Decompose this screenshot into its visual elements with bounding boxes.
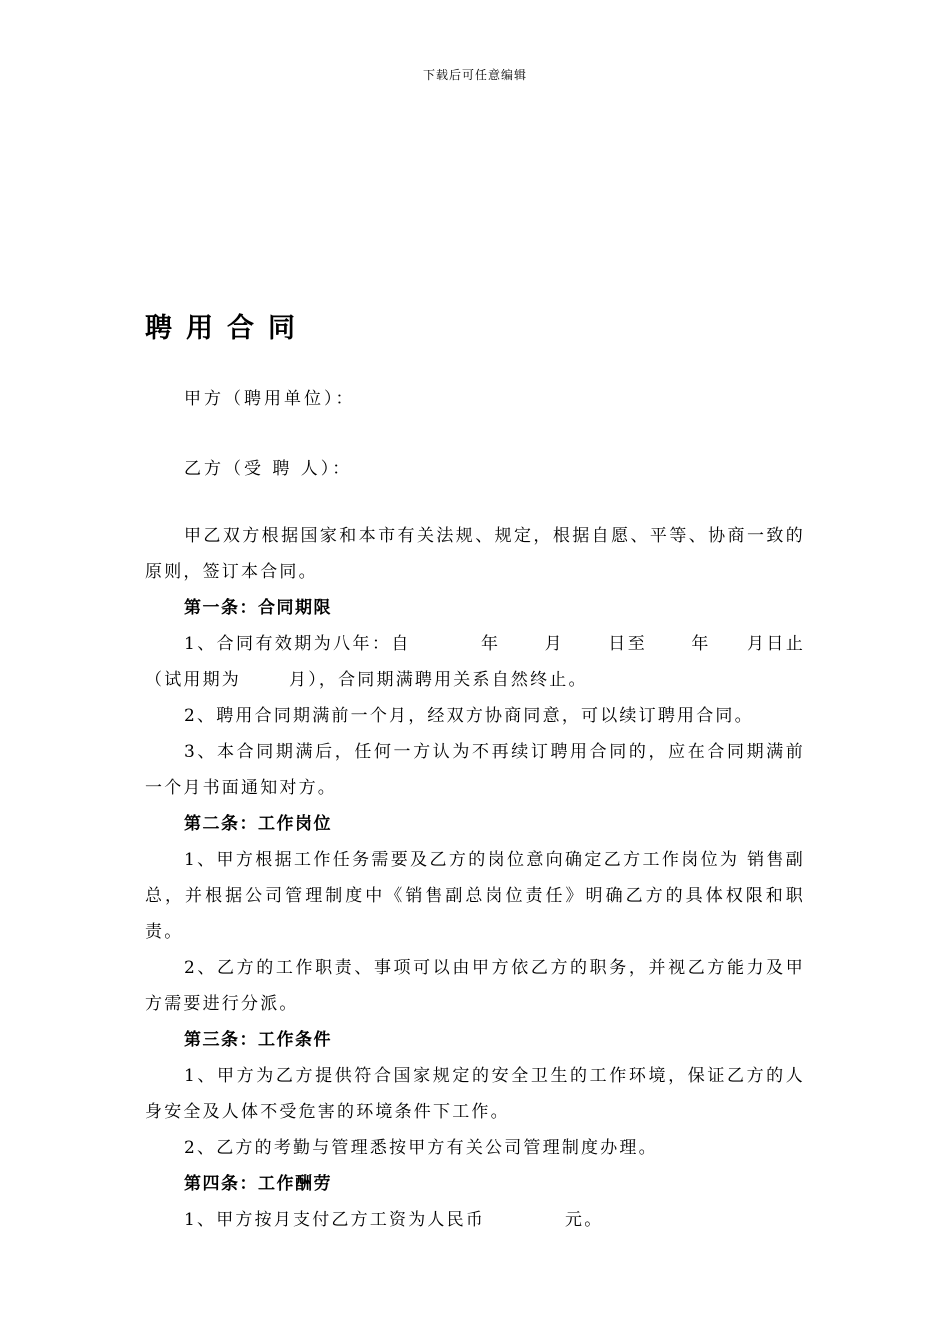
article4-item1 [145, 1202, 805, 1238]
article2-heading: 第二条：工作岗位 [184, 814, 332, 834]
article1-item2: 2、聘用合同期满前一个月，经双方协商同意，可以续订聘用合同。 [184, 706, 754, 726]
document-title: 聘用合同 [145, 313, 309, 344]
article1-item1-text-b: 日止（试用期为 [145, 634, 806, 690]
article1-month2: 月 [746, 634, 767, 654]
article1-year2: 年 [691, 634, 711, 654]
article1-item3: 3、本合同期满后，任何一方认为不再续订聘用合同的，应在合同期满前一个月书面通知对方。 [145, 742, 805, 798]
article4-heading: 第四条：工作酬劳 [184, 1174, 332, 1194]
article1-item1-text-c: 月），合同期满聘用关系自然终止。 [289, 670, 588, 690]
article3-item1: 1、甲方为乙方提供符合国家规定的安全卫生的工作环境，保证乙方的人身安全及人体不受危害的环境条件下工作。 [145, 1066, 805, 1122]
article1-month1: 月 [544, 634, 565, 654]
article4-item1-text-b: 元。 [565, 1210, 604, 1230]
party-a-line: 甲方（聘用单位）： [184, 389, 356, 409]
party-b-line: 乙方（受 聘 人）： [184, 459, 353, 479]
article2-item2: 2、乙方的工作职责、事项可以由甲方依乙方的职务，并视乙方能力及甲方需要进行分派。 [145, 958, 805, 1014]
article3-item2: 2、乙方的考勤与管理悉按甲方有关公司管理制度办理。 [184, 1138, 658, 1158]
article1-item1 [145, 626, 805, 698]
page-header-note: 下载后可任意编辑 [422, 68, 527, 82]
contract-body [145, 518, 805, 1238]
article1-heading: 第一条：合同期限 [184, 598, 332, 618]
article1-year1: 年 [480, 634, 501, 654]
article1-item1-text-a: 1、合同有效期为八年：自 [184, 634, 411, 654]
article2-item1: 1、甲方根据工作任务需要及乙方的岗位意向确定乙方工作岗位为 销售副总，并根据公司管理制度中《销售副总岗位责任》明确乙方的具体权限和职责。 [145, 850, 805, 942]
article1-day-to: 日至 [608, 634, 648, 654]
article4-item1-text-a: 1、甲方按月支付乙方工资为人民币 [184, 1210, 486, 1230]
article3-heading: 第三条：工作条件 [184, 1030, 332, 1050]
intro-paragraph: 甲乙双方根据国家和本市有关法规、规定，根据自愿、平等、协商一致的原则，签订本合同。 [145, 526, 805, 582]
